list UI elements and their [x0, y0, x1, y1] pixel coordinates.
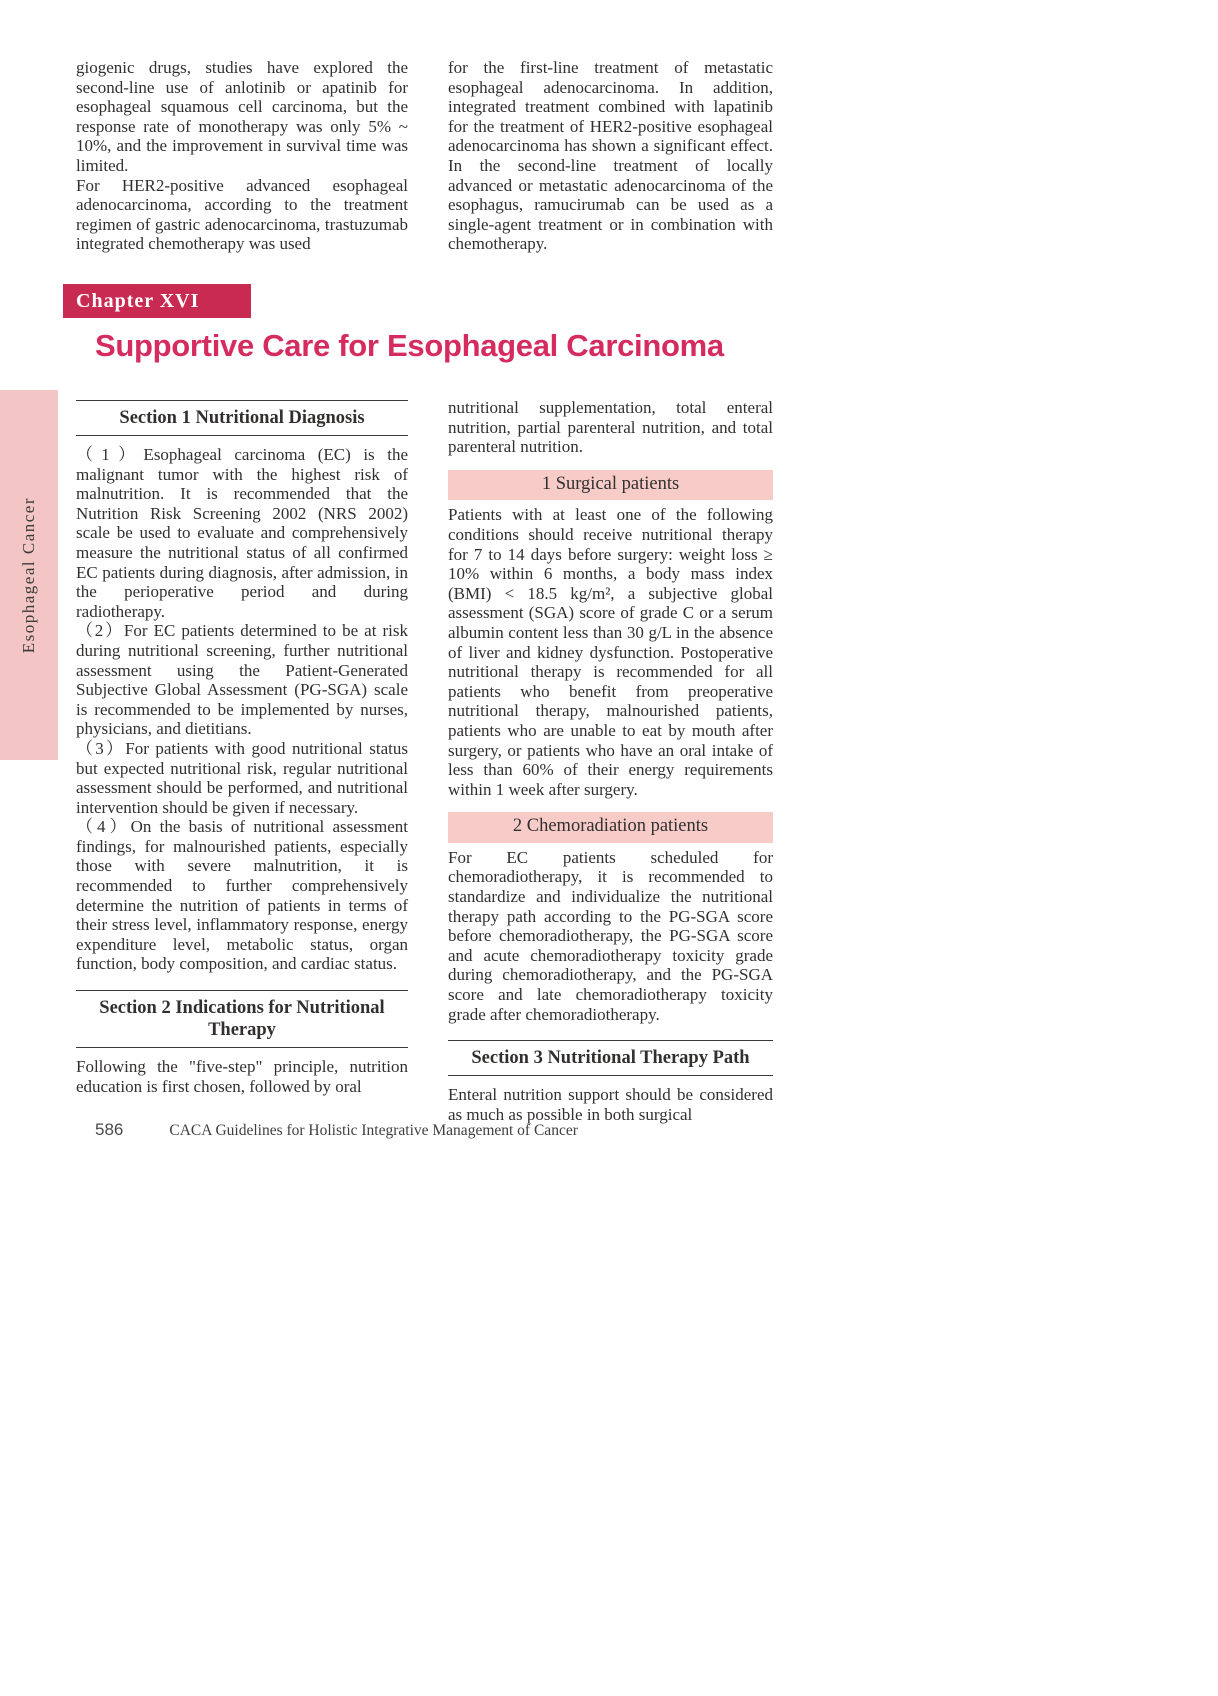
left-column: [76, 400, 408, 1096]
paragraph: （3）For patients with good nutritional status but expected nutritional risk, regular nutritional assessment should be performed, and nutritional intervention should be given if necessary.: [76, 738, 408, 817]
section-3-heading: Section 3 Nutritional Therapy Path: [448, 1040, 773, 1076]
paragraph: Enteral nutrition support should be considered as much as possible in both surgical: [448, 1085, 773, 1124]
paragraph: giogenic drugs, studies have explored the second-line use of anlotinib or apatinib for esophageal squamous cell carcinoma, but the response rate of monotherapy was only 5% ~ 10%, and the improvement in survival time was limited.: [76, 58, 408, 175]
chapter-side-tab: [0, 390, 58, 760]
chapter-banner: [63, 284, 251, 318]
paragraph: nutritional supplementation, total enteral nutrition, partial parenteral nutrition, and total parenteral nutrition.: [448, 398, 773, 457]
paragraph: For HER2-positive advanced esophageal adenocarcinoma, according to the treatment regimen of gastric adenocarcinoma, trastuzumab integrated chemotherapy was used: [76, 175, 408, 254]
page-number: 586: [95, 1120, 124, 1139]
section-2-heading: Section 2 Indications for Nutritional Therapy: [76, 990, 408, 1048]
continuation-right-column: [448, 58, 773, 254]
paragraph: Patients with at least one of the following conditions should receive nutritional therapy for 7 to 14 days before surgery: weight loss ≥ 10% within 6 months, a body mass index (BMI) < 18.5 kg/m², a subjective global assessment (SGA) score of grade C or a serum albumin content less than 30 g/L in the absence of liver and kidney dysfunction. Postoperative nutritional therapy is recommended for all patients who benefit from preoperative nutritional therapy, malnourished patients, patients who are unable to eat by mouth after surgery, or patients who have an oral intake of less than 60% of their energy requirements within 1 week after surgery.: [448, 505, 773, 799]
page-footer: [95, 1120, 795, 1140]
right-column: [448, 398, 773, 1124]
paragraph: For EC patients scheduled for chemoradiotherapy, it is recommended to standardize and individualize the nutritional therapy path according to the PG-SGA score before chemoradiotherapy, the PG-SGA score and acute chemoradiotherapy toxicity grade during chemoradiotherapy, and the PG-SGA score and late chemoradiotherapy toxicity grade after chemoradiotherapy.: [448, 847, 773, 1024]
paragraph: for the first-line treatment of metastatic esophageal adenocarcinoma. In addition, integrated treatment combined with lapatinib for the treatment of HER2-positive esophageal adenocarcinoma has shown a significant effect. In the second-line treatment of locally advanced or metastatic adenocarcinoma of the esophagus, ramucirumab can be used as a single-agent treatment or in combination with chemotherapy.: [448, 58, 773, 254]
paragraph: Following the "five-step" principle, nutrition education is first chosen, followed by oral: [76, 1057, 408, 1096]
subsection-1-banner: 1 Surgical patients: [448, 470, 773, 501]
side-tab-label: Esophageal Cancer: [19, 496, 38, 654]
running-footer-title: CACA Guidelines for Holistic Integrative Management of Cancer: [169, 1122, 578, 1139]
paragraph: （2）For EC patients determined to be at risk during nutritional screening, further nutritional assessment using the Patient-Generated Subjective Global Assessment (PG-SGA) scale is recommended to be implemented by nurses, physicians, and dietitians.: [76, 621, 408, 739]
continuation-left-column: [76, 58, 408, 254]
subsection-2-banner: 2 Chemoradiation patients: [448, 812, 773, 843]
chapter-banner-label: Chapter XVI: [76, 289, 200, 312]
paragraph: （4）On the basis of nutritional assessment findings, for malnourished patients, especially those with severe malnutrition, it is recommended to further comprehensively determine the nutrition of patients in terms of their stress level, inflammatory response, energy expenditure level, metabolic status, organ function, body composition, and cardiac status.: [76, 817, 408, 974]
chapter-title: Supportive Care for Esophageal Carcinoma: [95, 328, 724, 363]
paragraph: （1）Esophageal carcinoma (EC) is the malignant tumor with the highest risk of malnutrition. It is recommended that the Nutrition Risk Screening 2002 (NRS 2002) scale be used to evaluate and comprehensively measure the nutritional status of all confirmed EC patients during diagnosis, after admission, in the perioperative period and during radiotherapy.: [76, 445, 408, 621]
section-1-heading: Section 1 Nutritional Diagnosis: [76, 400, 408, 436]
